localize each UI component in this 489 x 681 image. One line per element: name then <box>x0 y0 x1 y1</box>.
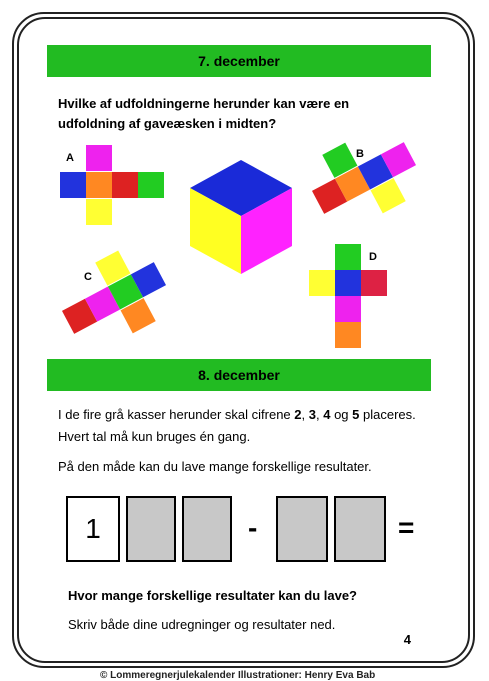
net-b-label: B <box>356 148 364 160</box>
net-a-face <box>138 172 164 198</box>
net-a-face <box>86 145 112 171</box>
net-d <box>309 244 389 348</box>
minus-sign: - <box>248 512 258 543</box>
separator: og <box>330 407 353 422</box>
intro-text: placeres. <box>359 407 416 422</box>
section-title-december-7: 7. december <box>47 45 431 77</box>
separator: , <box>301 407 309 422</box>
equals-sign: = <box>398 512 415 543</box>
intro-line-3: På den måde kan du lave mange forskellige resultater. <box>58 459 372 474</box>
net-d-face <box>335 322 361 348</box>
section-title-december-8: 8. december <box>47 359 431 391</box>
question-line-2: udfoldning af gaveæsken i midten? <box>58 116 277 131</box>
first-digit: 1 <box>85 513 101 544</box>
net-a-label: A <box>66 152 74 164</box>
net-d-label: D <box>369 251 377 263</box>
digit-box-gray[interactable] <box>276 496 328 562</box>
digit-box-gray[interactable] <box>126 496 176 562</box>
digit-box-gray[interactable] <box>334 496 386 562</box>
gift-box-cube <box>188 160 294 276</box>
net-a <box>58 145 168 225</box>
intro-line-1 <box>58 405 416 425</box>
intro-line-2: Hvert tal må kun bruges én gang. <box>58 429 251 444</box>
net-d-face <box>361 270 387 296</box>
net-a-face <box>86 172 112 198</box>
digit-box-first <box>66 496 120 562</box>
net-a-face <box>112 172 138 198</box>
separator: , <box>315 407 324 422</box>
net-a-face <box>60 172 86 198</box>
instruction-text: Skriv både dine udregninger og resultater ned. <box>68 617 336 632</box>
digit-box-gray[interactable] <box>182 496 232 562</box>
footer-credit: © Lommeregnerjulekalender Illustrationer: Henry Eva Bab <box>100 670 376 681</box>
question-how-many: Hvor mange forskellige resultater kan du lave? <box>68 588 357 603</box>
net-a-face <box>86 199 112 225</box>
page-number: 4 <box>403 632 411 647</box>
digit-2: 2 <box>294 407 302 422</box>
digit-5: 5 <box>352 407 360 422</box>
intro-text: I de fire grå kasser herunder skal cifrene <box>58 407 295 422</box>
net-d-face <box>335 244 361 270</box>
net-c-label: C <box>84 271 92 283</box>
digit-4: 4 <box>323 407 331 422</box>
net-d-face <box>335 270 361 296</box>
net-d-face <box>335 296 361 322</box>
digit-3: 3 <box>308 407 316 422</box>
question-line-1: Hvilke af udfoldningerne herunder kan være en <box>58 96 350 111</box>
net-d-face <box>309 270 335 296</box>
